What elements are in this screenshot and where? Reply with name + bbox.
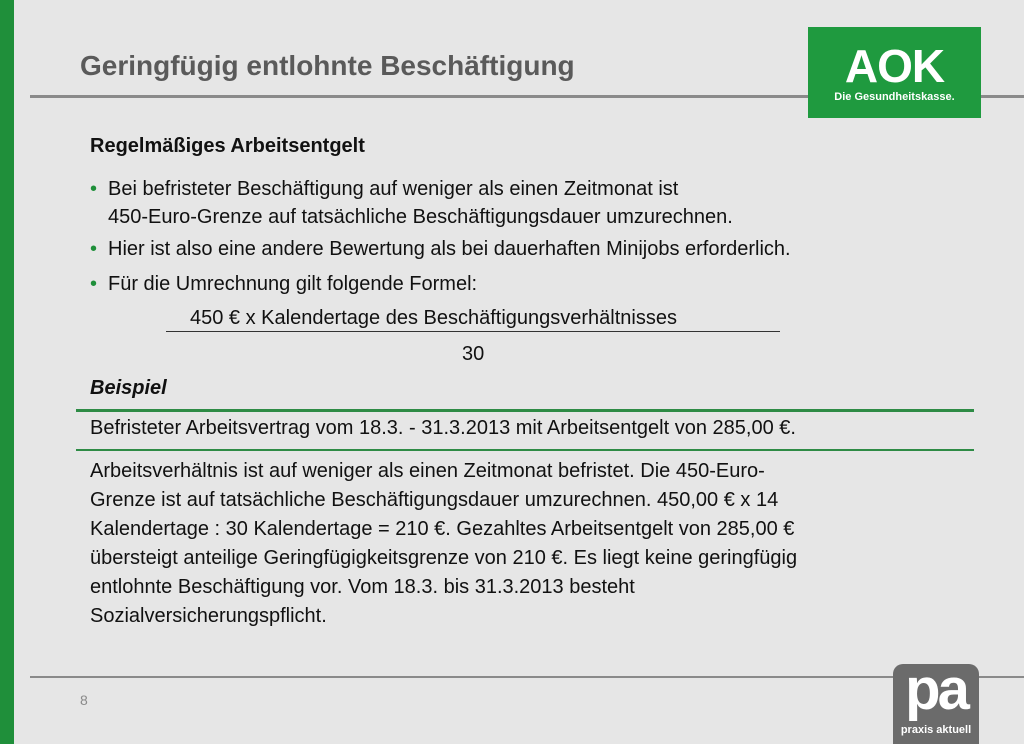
bullet-text: Hier ist also eine andere Bewertung als bei dauerhaften Minijobs erforderlich. — [108, 238, 791, 260]
example-divider-bottom — [76, 449, 974, 451]
aok-logo-wordmark: AOK — [844, 40, 945, 92]
fraction-line — [166, 331, 780, 332]
left-accent-bar — [0, 0, 14, 744]
bullet-dot-icon: • — [90, 273, 98, 295]
footer-divider — [30, 676, 1024, 678]
aok-logo — [808, 27, 981, 118]
bullet-text: Bei befristeter Beschäftigung auf weniger als einen Zeitmonat ist — [108, 178, 679, 200]
example-divider-top — [76, 409, 974, 412]
example-heading: Beispiel — [90, 377, 167, 399]
bullet-text: 450-Euro-Grenze auf tatsächliche Beschäftigungsdauer umzurechnen. — [108, 206, 733, 228]
pa-logo-tagline: praxis aktuell — [900, 724, 972, 736]
bullet-dot-icon: • — [90, 238, 98, 260]
formula-denominator: 30 — [462, 343, 485, 365]
aok-logo-tagline: Die Gesundheitskasse. — [834, 91, 955, 103]
example-case: Befristeter Arbeitsvertrag vom 18.3. - 31.3.2013 mit Arbeitsentgelt von 285,00 €. — [90, 417, 796, 439]
section-heading: Regelmäßiges Arbeitsentgelt — [90, 135, 365, 157]
formula-numerator: 450 € x Kalendertage des Beschäftigungsverhältnisses — [190, 307, 677, 329]
bullet-dot-icon: • — [90, 178, 98, 200]
slide-title: Geringfügig entlohnte Beschäftigung — [80, 50, 575, 81]
praxis-aktuell-logo — [893, 657, 979, 744]
example-explanation: Arbeitsverhältnis ist auf weniger als einen Zeitmonat befristet. Die 450-Euro- Grenze ist auf tatsächliche Beschäftigungsdauer umzurechnen. 450,00 € x 14 Kalendertage : 30 Kalendertage = 210 €. Gezahltes Arbeitsentgelt von 285,00 € übersteigt anteilige Geringfügigkeitsgrenze von 210 €. Es liegt keine geringfügig entlohnte Beschäftigung vor. Vom 18.3. bis 31.3.2013 besteht Sozialversicherungspflicht. — [90, 460, 798, 627]
page-number: 8 — [80, 692, 88, 708]
pa-logo-wordmark: pa — [905, 657, 967, 722]
bullet-text: Für die Umrechnung gilt folgende Formel: — [108, 273, 478, 295]
